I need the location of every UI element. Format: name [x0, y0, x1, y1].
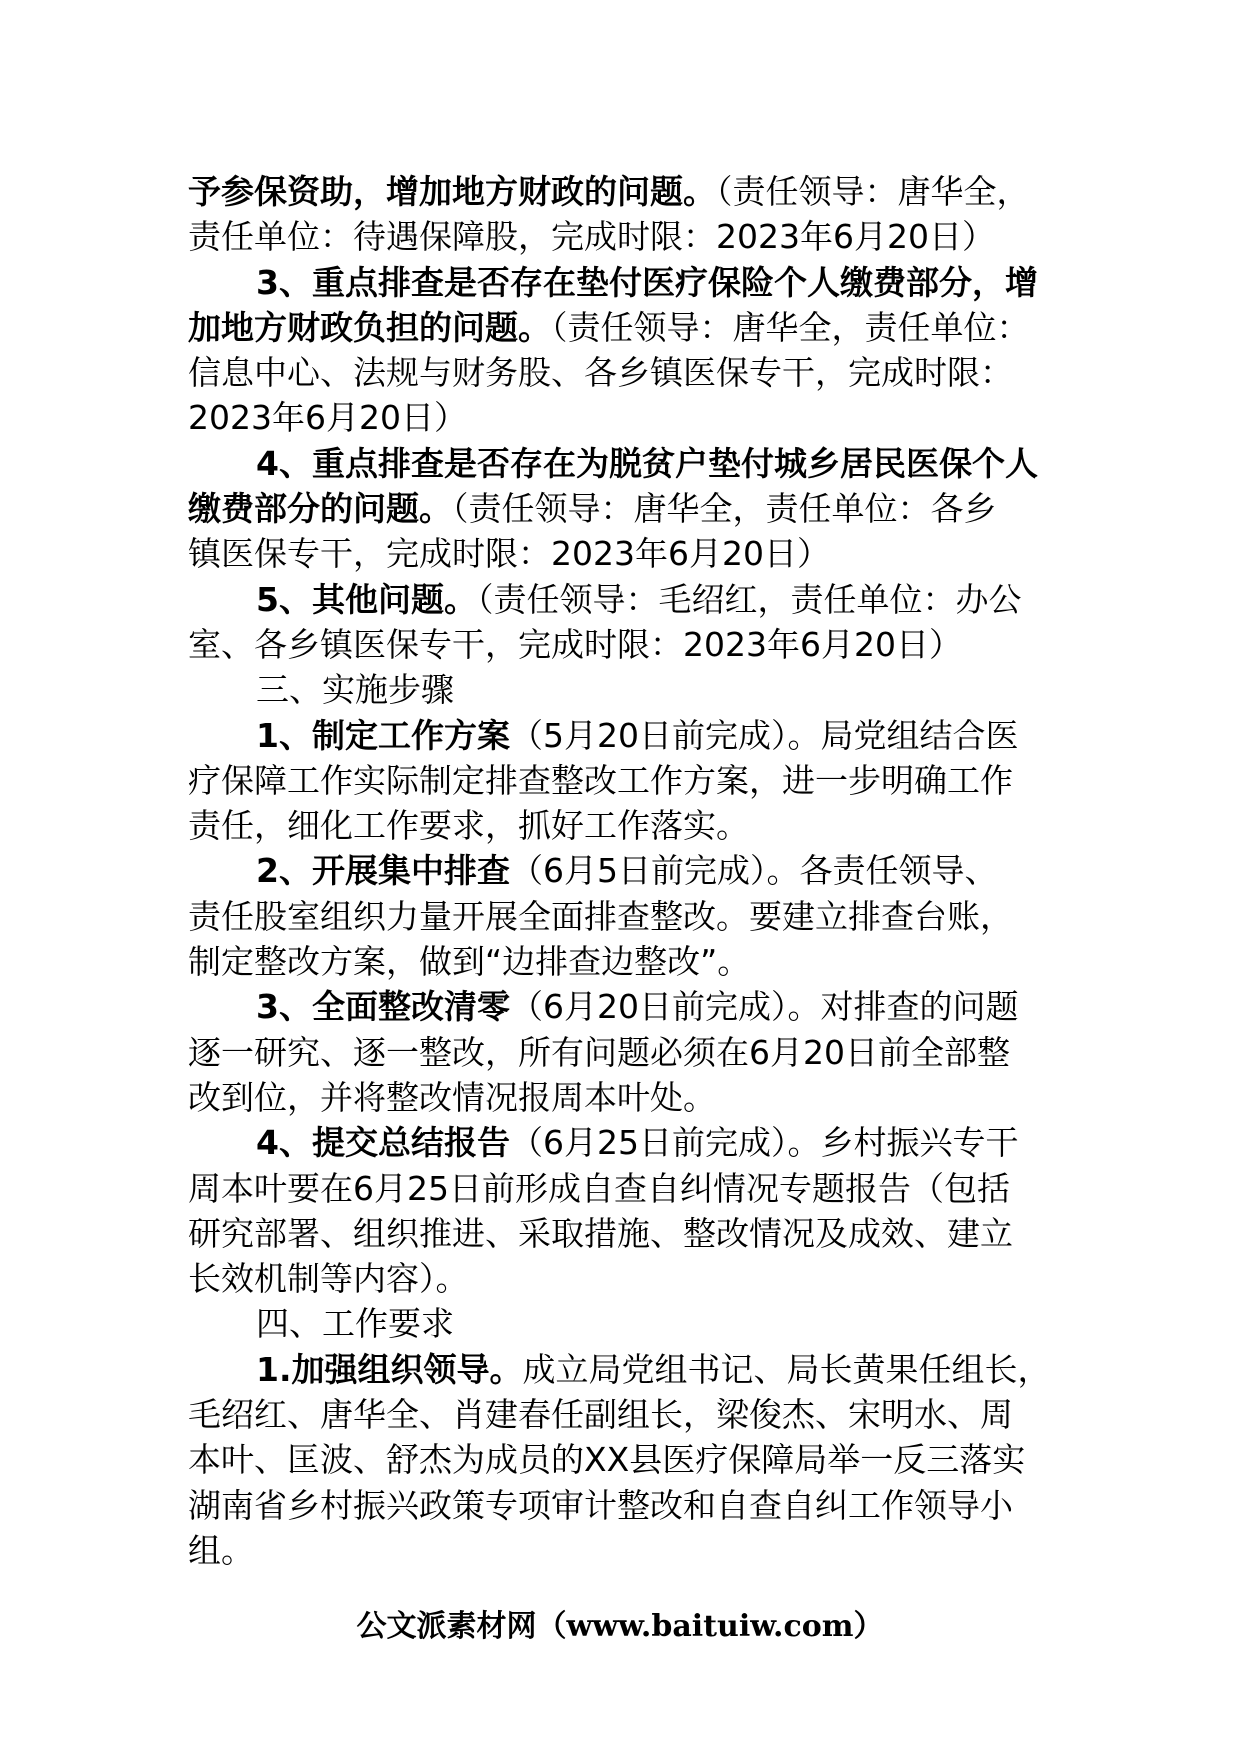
- body-text: 责任，细化工作要求，抓好工作落实。: [188, 806, 749, 846]
- text-line: [188, 1392, 1068, 1437]
- body-text: 责任单位：待遇保障股，完成时限：2023年6月20日）: [188, 217, 995, 257]
- text-line: [188, 350, 1068, 395]
- text-line: [188, 441, 1068, 486]
- body-text: 组。: [188, 1530, 254, 1570]
- body-text: 2023年6月20日）: [188, 398, 467, 438]
- text-line: [188, 984, 1068, 1029]
- text-line: [188, 395, 1068, 440]
- text-line: [188, 169, 1068, 214]
- bold-heading-text: 2、开展集中排查: [256, 851, 510, 891]
- body-text: 湖南省乡村振兴政策专项审计整改和自查自纠工作领导小: [188, 1485, 1013, 1525]
- body-text: （5月20日前完成）。局党组结合医: [509, 715, 1019, 755]
- body-text: 室、各乡镇医保专干，完成时限：2023年6月20日）: [188, 624, 962, 664]
- body-text: 责任股室组织力量开展全面排查整改。要建立排查台账，: [188, 896, 1013, 936]
- text-line: [188, 214, 1068, 259]
- text-line: [188, 622, 1068, 667]
- text-line: [188, 577, 1068, 622]
- footer-watermark: 公文派素材网（www.baituiw.com）: [356, 1609, 884, 1644]
- bold-heading-text: 缴费部分的问题。: [188, 489, 452, 529]
- body-text: 制定整改方案，做到“边排查边整改”。: [188, 942, 751, 982]
- document-body: [188, 169, 1068, 1573]
- text-line: [188, 260, 1068, 305]
- body-text: 本叶、匡波、舒杰为成员的XX县医疗保障局举一反三落实: [188, 1440, 1026, 1480]
- body-text: 成立局党组书记、局长黄果任组长，: [522, 1349, 1051, 1389]
- body-text: 信息中心、法规与财务股、各乡镇医保专干，完成时限：: [188, 353, 1013, 393]
- body-text: （责任领导：唐华全，责任单位：: [551, 307, 1030, 347]
- body-text: 四、工作要求: [256, 1304, 454, 1344]
- body-text: 疗保障工作实际制定排查整改工作方案，进一步明确工作: [188, 760, 1013, 800]
- body-text: 镇医保专干，完成时限：2023年6月20日）: [188, 534, 830, 574]
- bold-heading-text: 4、提交总结报告: [256, 1123, 510, 1163]
- text-line: [188, 1166, 1068, 1211]
- text-line: [188, 1120, 1068, 1165]
- text-line: [188, 1211, 1068, 1256]
- text-line: [188, 531, 1068, 576]
- bold-heading-text: 1.加强组织领导。: [256, 1349, 523, 1389]
- body-text: 三、实施步骤: [256, 670, 454, 710]
- text-line: [188, 486, 1068, 531]
- bold-heading-text: 1、制定工作方案: [256, 715, 510, 755]
- body-text: 研究部署、组织推进、采取措施、整改情况及成效、建立: [188, 1213, 1013, 1253]
- text-line: [188, 1301, 1068, 1346]
- body-text: （6月20日前完成）。对排查的问题: [509, 987, 1019, 1027]
- text-line: [188, 894, 1068, 939]
- text-line: [188, 1030, 1068, 1075]
- bold-heading-text: 加地方财政负担的问题。: [188, 307, 551, 347]
- bold-heading-text: 3、重点排查是否存在垫付医疗保险个人缴费部分，增: [256, 262, 1038, 302]
- text-line: [188, 939, 1068, 984]
- body-text: （6月5日前完成）。各责任领导、: [509, 851, 998, 891]
- bold-heading-text: 3、全面整改清零: [256, 987, 510, 1027]
- body-text: 毛绍红、唐华全、肖建春任副组长，梁俊杰、宋明水、周: [188, 1395, 1013, 1435]
- body-text: （责任领导：唐华全，: [716, 172, 1030, 211]
- body-text: 改到位，并将整改情况报周本叶处。: [188, 1077, 716, 1117]
- text-line: [188, 1528, 1068, 1573]
- text-line: [188, 803, 1068, 848]
- text-line: [188, 1437, 1068, 1482]
- text-line: [188, 848, 1068, 893]
- text-line: [188, 713, 1068, 758]
- body-text: （责任领导：毛绍红，责任单位：办公: [476, 579, 1022, 619]
- bold-heading-text: 5、其他问题。: [256, 579, 477, 619]
- body-text: 逐一研究、逐一整改，所有问题必须在6月20日前全部整: [188, 1032, 1010, 1072]
- text-line: [188, 1075, 1068, 1120]
- body-text: （责任领导：唐华全，责任单位：各乡: [452, 489, 997, 529]
- body-text: 长效机制等内容）。: [188, 1259, 469, 1299]
- text-line: [188, 305, 1068, 350]
- bold-heading-text: 4、重点排查是否存在为脱贫户垫付城乡居民医保个人: [256, 443, 1038, 483]
- body-text: （6月25日前完成）。乡村振兴专干: [509, 1123, 1019, 1163]
- text-line: [188, 1483, 1068, 1528]
- text-line: [188, 1256, 1068, 1301]
- text-line: [188, 667, 1068, 712]
- text-line: [188, 758, 1068, 803]
- text-line: [188, 1347, 1068, 1392]
- body-text: 周本叶要在6月25日前形成自查自纠情况专题报告（包括: [188, 1168, 1010, 1208]
- bold-heading-text: 予参保资助，增加地方财政的问题。: [188, 172, 716, 211]
